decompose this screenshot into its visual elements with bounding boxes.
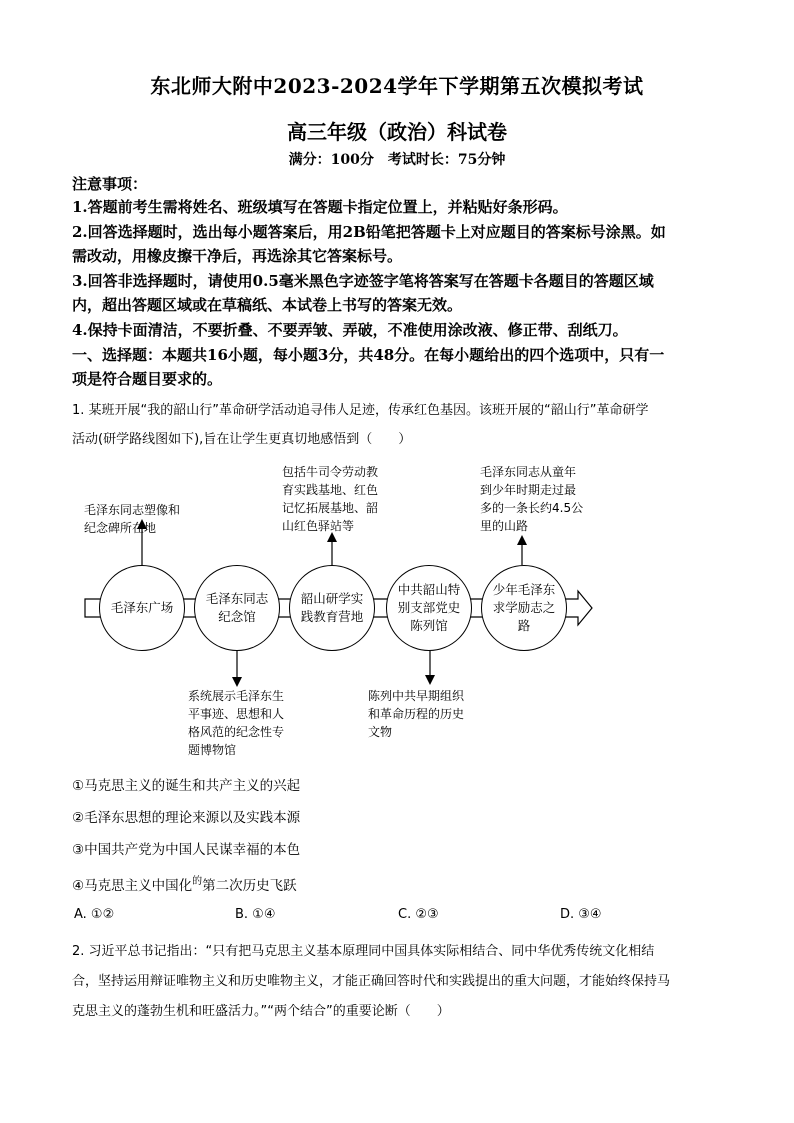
note-study-road: 毛泽东同志从童年 到少年时期走过最 多的一条长约4.5公 里的山路 [480,465,584,533]
notice-item-1: 1.答题前考生需将姓名、班级填写在答题卡指定位置上，并粘贴好条形码。 [72,198,568,216]
exam-subtitle: 高三年级（政治）科试卷 [287,120,507,144]
notice-heading: 注意事项： [72,175,148,193]
stop-mao-square: 毛泽东广场 [99,565,185,651]
section-heading-cont: 项是符合题目要求的。 [72,370,223,388]
notice-item-4: 4.保持卡面清洁，不要折叠、不要弄皱、弄破，不准使用涂改液、修正带、刮纸刀。 [72,321,628,339]
exam-title: 东北师大附中2023-2024学年下学期第五次模拟考试 [150,74,644,98]
option-a: A. ①② [74,907,115,922]
statement-4: ④马克思主义中国化$^的$第二次历史飞跃 [72,876,297,894]
route-diagram [0,455,794,755]
stop-memorial-hall: 毛泽东同志纪念馆 [194,565,280,651]
q1-stem-line1: 1. 某班开展“我的韶山行”革命研学活动追寻伟人足迹，传承红色基因。该班开展的“韶山行”革命研学 [72,403,649,418]
statement-1: ①马克思主义的诞生和共产主义的兴起 [72,778,301,794]
option-d: D. ③④ [560,907,602,922]
section-heading: 一、选择题：本题共16小题，每小题3分，共48分。在每小题给出的四个选项中，只有一 [72,346,665,364]
notice-item-2-cont: 需改动，用橡皮擦干净后，再选涂其它答案标号。 [72,247,403,265]
note-memorial-hall: 系统展示毛泽东生 平事迹、思想和人 格风范的纪念性专 题博物馆 [188,689,285,757]
note-study-camp: 包括牛司令劳动教 育实践基地、红色 记忆拓展基地、韶 山红色驿站等 [282,465,379,533]
statement-2: ②毛泽东思想的理论来源以及实践本源 [72,810,301,826]
option-b: B. ①④ [235,907,276,922]
q2-stem-line2: 合，坚持运用辩证唯物主义和历史唯物主义，才能正确回答时代和实践提出的重大问题，才能始终保持马 [72,974,671,989]
exam-meta: 满分：100分 考试时长：75分钟 [288,152,506,168]
option-c: C. ②③ [398,907,439,922]
notice-item-3-cont: 内，超出答题区域或在草稿纸、本试卷上书写的答案无效。 [72,296,463,314]
statement-3: ③中国共产党为中国人民谋幸福的本色 [72,842,301,858]
q2-stem-line1: 2. 习近平总书记指出：“只有把马克思主义基本原理同中国具体实际相结合、同中华优秀传统文化相结 [72,944,655,959]
stop-party-history-hall: 中共韶山特别支部党史陈列馆 [386,565,472,651]
note-mao-square: 毛泽东同志塑像和 纪念碑所在地 [84,503,181,535]
notice-item-2: 2.回答选择题时，选出每小题答案后，用2B铅笔把答题卡上对应题目的答案标号涂黑。如 [72,223,666,241]
stop-study-road: 少年毛泽东求学励志之路 [481,565,567,651]
notice-item-3: 3.回答非选择题时，请使用0.5毫米黑色字迹签字笔将答案写在答题卡各题目的答题区域 [72,272,654,290]
stop-study-camp: 韶山研学实践教育营地 [289,565,375,651]
q1-stem-line2: 活动(研学路线图如下),旨在让学生更真切地感悟到（ ） [72,432,412,447]
q2-stem-line3: 克思主义的蓬勃生机和旺盛活力。”“两个结合”的重要论断（ ） [72,1004,450,1019]
note-party-history-hall: 陈列中共早期组织 和革命历程的历史 文物 [368,689,465,739]
